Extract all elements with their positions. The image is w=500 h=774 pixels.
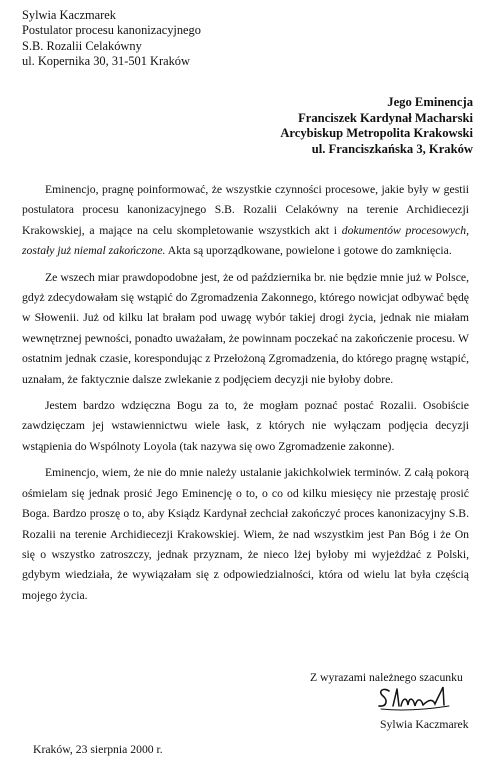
place-and-date: Kraków, 23 sierpnia 2000 r. — [33, 743, 163, 756]
paragraph-1-start: Eminencjo, pragnę poinformować, że wszystkie czynności procesowe, jakie były w gestii postulatora procesu kanonizacyjnego S.B. Rozalii Celakówny na terenie Archidiecezji Krakowskiej, a mające na celu skompletowanie wszystkich akt i — [22, 183, 469, 237]
sender-subject: S.B. Rozalii Celakówny — [22, 38, 142, 53]
recipient-line-1: Jego Eminencja — [387, 95, 473, 109]
recipient-block — [280, 95, 473, 157]
sender-block — [22, 8, 201, 70]
paragraph-3: Jestem bardzo wdzięczna Bogu za to, że mogłam poznać postać Rozalii. Osobiście zawdzięczam jej wstawiennictwu wiele łask, z których nie wyłączam podjęcia decyzji wstąpienia do Wspólnoty Loyola (tak nazywa się owo Zgromadzenie zakonne). — [22, 399, 469, 453]
recipient-line-2: Franciszek Kardynał Macharski — [298, 110, 473, 125]
recipient-line-3: Arcybiskup Metropolita Krakowski — [280, 126, 473, 141]
signer-name: Sylwia Kaczmarek — [380, 718, 469, 731]
handwritten-signature — [375, 684, 457, 714]
closing-phrase: Z wyrazami należnego szacunku — [310, 671, 463, 684]
sender-name: Sylwia Kaczmarek — [22, 8, 116, 22]
sender-role: Postulator procesu kanonizacyjnego — [22, 23, 201, 38]
paragraph-1-end: Akta są uporządkowane, powielone i gotowe do zamknięcia. — [165, 244, 452, 258]
letter-body — [22, 180, 469, 612]
sender-address: ul. Kopernika 30, 31-501 Kraków — [22, 54, 190, 69]
paragraph-1-italic: dokumentów procesowych, zostały już niemal zakończone. — [22, 223, 469, 258]
paragraph-4: Eminencjo, wiem, że nie do mnie należy ustalanie jakichkolwiek terminów. Z całą pokorą ośmielam się jednak prosić Jego Eminencję o to, o co od kilku miesięcy nie przestaję prosić Boga. Bardzo proszę o to, aby Ksiądz Kardynał zechciał zakończyć proces kanonizacyjny S.B. Rozalii na terenie Archidiecezji Krakowskiej. Wiem, że nad wszystkim jest Pan Bóg i że On się o wszystko zatroszczy, jednak przyznam, że nieco lżej byłoby mi wyjeżdżać z Polski, gdybym wiedziała, że wywiązałam się z odpowiedzialności, która od wielu lat była częścią mojego życia. — [22, 466, 469, 602]
recipient-line-4: ul. Franciszkańska 3, Kraków — [311, 141, 473, 156]
paragraph-1 — [22, 180, 469, 262]
paragraph-2: Ze wszech miar prawdopodobne jest, że od października br. nie będzie mnie już w Polsce, gdyż zdecydowałam się wstąpić do Zgromadzenia Zakonnego, którego nowicjat odbywać będę w Słowenii. Już od kilku lat brałam pod uwagę wybór takiej drogi życia, jednak nie miałam wewnętrznej pewności, ponadto uważałam, że powinnam poczekać na zakończenie procesu. W ostatnim jednak czasie, korespondując z Przełożoną Zgromadzenia, do którego pragnę wstąpić, uznałam, że faktycznie dalsze zwlekanie z podjęciem decyzji nie byłoby dobre. — [22, 270, 469, 386]
